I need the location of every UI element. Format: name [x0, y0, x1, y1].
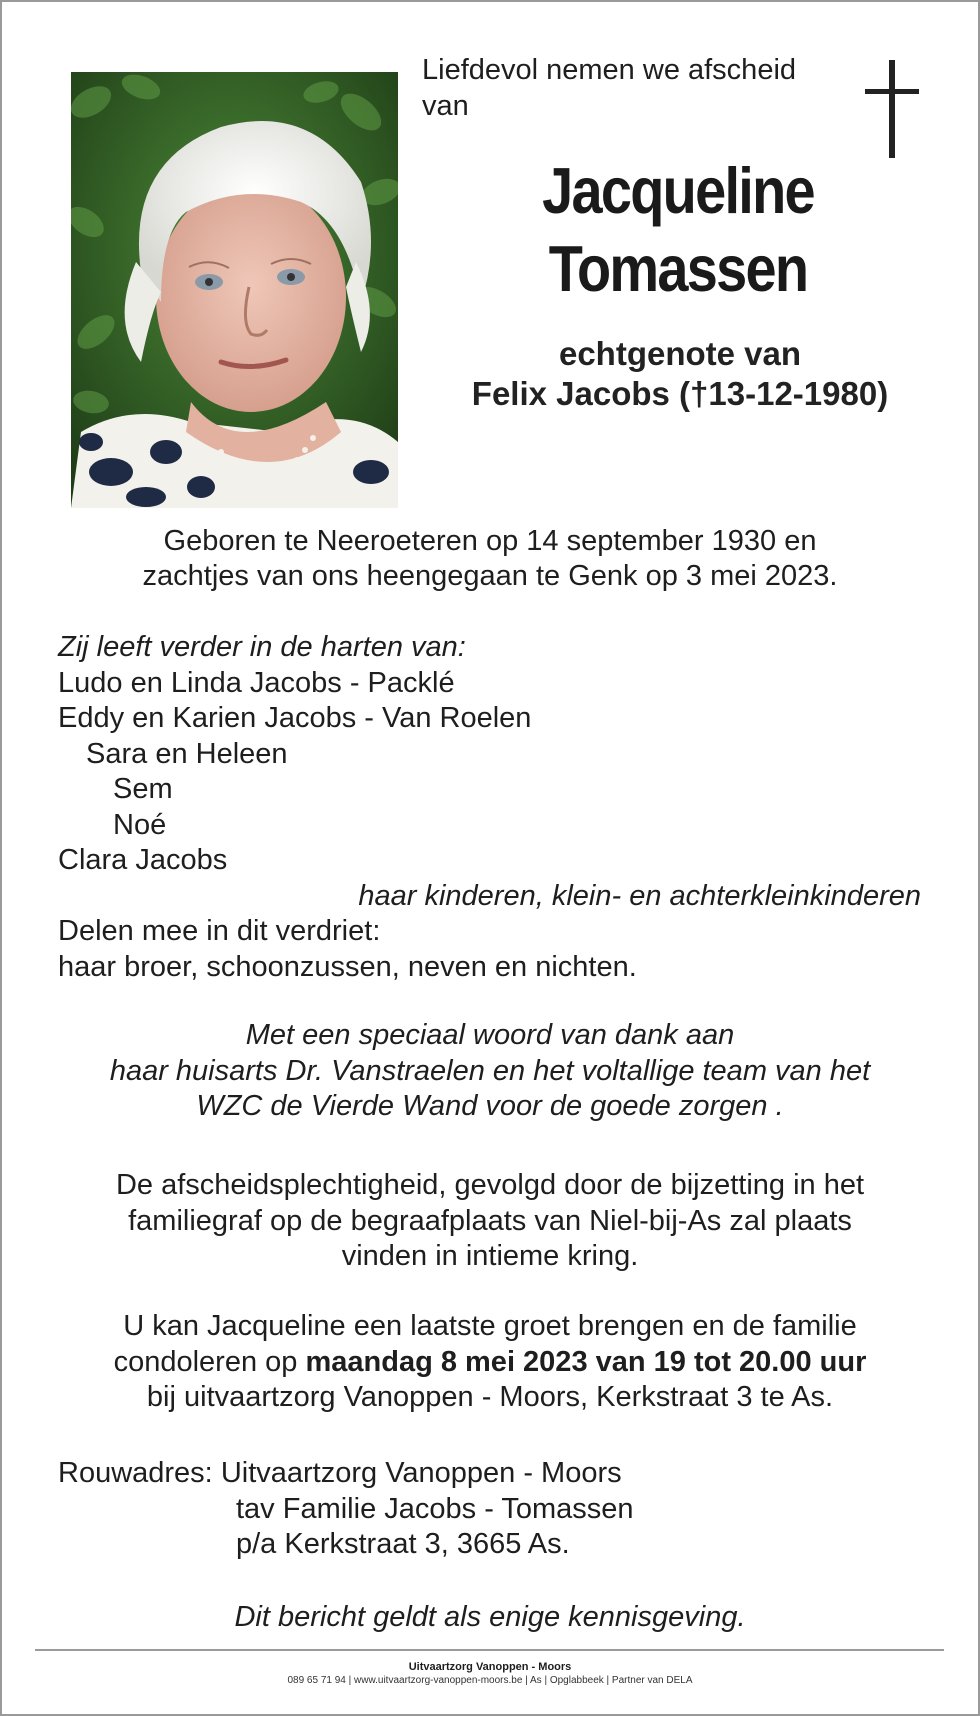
cross-icon — [862, 60, 922, 160]
mourning-address — [58, 1456, 858, 1563]
spouse-line-2: Felix Jacobs (†13-12-1980) — [471, 375, 889, 412]
ceremony-line-1: De afscheidsplechtigheid, gevolgd door de bijzetting in het — [115, 1169, 865, 1201]
footer-divider — [35, 1649, 944, 1651]
footer-company: Uitvaartzorg Vanoppen - Moors — [408, 1661, 572, 1673]
share-heading: Delen mee in dit verdriet: — [58, 915, 381, 947]
deceased-name — [499, 152, 857, 308]
first-name: Jacqueline — [542, 154, 814, 227]
family-member: Sara en Heleen — [86, 737, 288, 770]
footer-contact: 089 65 71 94 | www.uitvaartzorg-vanoppen-moors.be | As | Opglabbeek | Partner van DELA — [287, 1675, 693, 1686]
share-line: haar broer, schoonzussen, neven en nichten. — [58, 950, 637, 983]
family-list — [58, 630, 938, 985]
visit-line-3: bij uitvaartzorg Vanoppen - Moors, Kerkstraat 3 te As. — [146, 1381, 834, 1413]
visit-line-2 — [30, 1345, 950, 1381]
spouse-line-1: echtgenote van — [558, 335, 802, 372]
family-member: Noé — [113, 808, 167, 841]
last-name: Tomassen — [548, 232, 808, 305]
ceremony-line-3: vinden in intieme kring. — [341, 1240, 639, 1272]
visit-datetime: maandag 8 mei 2023 van 19 tot 20.00 uur — [305, 1345, 867, 1378]
born-line-1: Geboren te Neeroeteren op 14 september 1930 en — [163, 525, 817, 557]
ceremony-info — [30, 1168, 950, 1275]
intro-text: Liefdevol nemen we afscheid van — [422, 54, 797, 122]
address-label: Rouwadres: — [58, 1457, 213, 1489]
thanks-line-1: Met een speciaal woord van dank aan — [245, 1019, 735, 1051]
notice-text: Dit bericht geldt als enige kennisgeving. — [234, 1601, 746, 1633]
address-line-3: p/a Kerkstraat 3, 3665 As. — [236, 1528, 570, 1560]
spouse-info — [420, 334, 940, 414]
portrait-illustration — [71, 72, 398, 508]
family-member: Eddy en Karien Jacobs - Van Roelen — [58, 702, 532, 734]
ceremony-line-2: familiegraf op de begraafplaats van Niel-bij-As zal plaats — [128, 1204, 852, 1237]
portrait-photo — [71, 72, 398, 508]
family-relation: haar kinderen, klein- en achterkleinkinderen — [358, 879, 921, 912]
family-member: Ludo en Linda Jacobs - Packlé — [58, 666, 455, 699]
address-line-1: Uitvaartzorg Vanoppen - Moors — [220, 1457, 622, 1489]
thanks-line-3: WZC de Vierde Wand voor de goede zorgen . — [196, 1090, 784, 1122]
birth-death-info — [60, 524, 920, 594]
family-member: Clara Jacobs — [58, 844, 228, 876]
family-member: Sem — [113, 773, 173, 805]
thanks-note — [30, 1018, 950, 1125]
visit-line-2-prefix: condoleren op — [113, 1345, 298, 1378]
family-heading: Zij leeft verder in de harten van: — [58, 631, 466, 663]
visit-line-1: U kan Jacqueline een laatste groet brengen en de familie — [123, 1310, 857, 1342]
visitation-info — [30, 1309, 950, 1416]
born-line-2: zachtjes van ons heengegaan te Genk op 3 mei 2023. — [142, 560, 838, 592]
thanks-line-2: haar huisarts Dr. Vanstraelen en het voltallige team van het — [109, 1054, 871, 1087]
address-line-2: tav Familie Jacobs - Tomassen — [236, 1492, 634, 1525]
